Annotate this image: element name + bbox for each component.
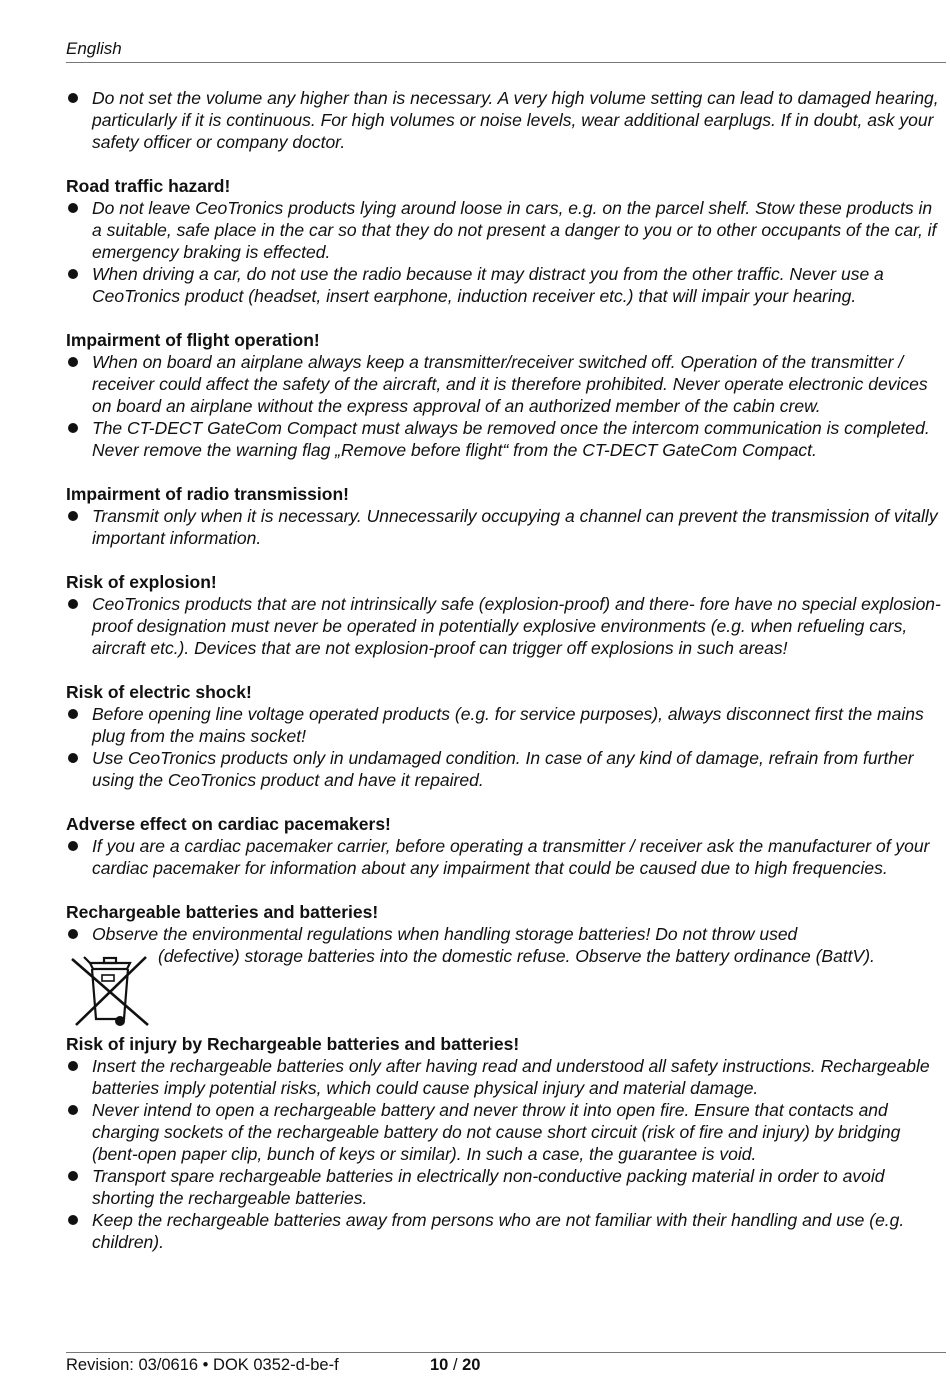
list-item	[66, 1209, 946, 1253]
page-footer	[66, 1352, 946, 1377]
bullet-icon	[68, 1105, 78, 1115]
list-item	[66, 197, 946, 263]
bullet-text: If you are a cardiac pacemaker carrier, before operating a transmitter / receiver ask the manufacturer of your cardiac pacemaker for information about any impairment that could be caused due to high frequencies.	[92, 836, 930, 878]
section-battery-injury	[66, 1033, 946, 1253]
bullet-icon	[68, 709, 78, 719]
bullet-icon	[68, 203, 78, 213]
intro-section	[66, 87, 946, 153]
section-title: Impairment of radio transmission!	[66, 484, 349, 504]
list-item	[66, 263, 946, 307]
list-item	[66, 1165, 946, 1209]
bullet-text: Keep the rechargeable batteries away from persons who are not familiar with their handling and use (e.g. children).	[92, 1210, 905, 1252]
section-radio-transmission	[66, 483, 946, 549]
bullet-text: Before opening line voltage operated products (e.g. for service purposes), always disconnect first the mains plug from the mains socket!	[92, 704, 924, 746]
section-title: Risk of injury by Rechargeable batteries and batteries!	[66, 1034, 520, 1054]
bullet-text: When on board an airplane always keep a transmitter/receiver switched off. Operation of the transmitter / receiver could affect the safety of the aircraft, and it is therefore prohibited. Never operate electronic devices on board an airplane without the express approval of an authorized member of the cabin crew.	[92, 352, 928, 416]
page-header	[66, 38, 946, 63]
page-current: 10	[430, 1356, 449, 1374]
bullet-text: Insert the rechargeable batteries only after having read and understood all safety instructions. Rechargeable batteries imply potential risks, which could cause physical injury and material damage.	[92, 1056, 930, 1098]
bullet-text: Use CeoTronics products only in undamaged condition. In case of any kind of damage, refrain from further using the CeoTronics product and have it repaired.	[92, 748, 914, 790]
bullet-text: Transport spare rechargeable batteries in electrically non-conductive packing material in order to avoid shorting the rechargeable batteries.	[92, 1166, 885, 1208]
page-number	[430, 1353, 480, 1377]
bullet-icon	[68, 511, 78, 521]
bullet-text: Do not set the volume any higher than is necessary. A very high volume setting can lead to damaged hearing, particularly if it is continuous. For high volumes or noise levels, wear additional earplugs. If in doubt, ask your safety officer or company doctor.	[92, 88, 939, 152]
footer-revision: Revision: 03/0616 • DOK 0352-d-be-f	[66, 1356, 339, 1374]
bullet-icon	[68, 1215, 78, 1225]
list-item	[66, 87, 946, 153]
section-road-traffic	[66, 175, 946, 307]
bullet-icon	[68, 423, 78, 433]
list-item	[66, 835, 946, 879]
list-item	[66, 1055, 946, 1099]
bullet-text: When driving a car, do not use the radio because it may distract you from the other traffic. Never use a CeoTronics product (headset, insert earphone, induction receiver etc.) that will impair your hearing.	[92, 264, 884, 306]
list-item	[66, 923, 946, 945]
battery-notice	[66, 923, 946, 1011]
list-item	[66, 593, 946, 659]
bullet-text: Transmit only when it is necessary. Unnecessarily occupying a channel can prevent the transmission of vitally important information.	[92, 506, 938, 548]
header-language: English	[66, 39, 122, 58]
bullet-text: Do not leave CeoTronics products lying around loose in cars, e.g. on the parcel shelf. Stow these products in a suitable, safe place in the car so that they do not present a danger to you or to other occupants of the car, if emergency braking is effected.	[92, 198, 937, 262]
section-title: Adverse effect on cardiac pacemakers!	[66, 814, 391, 834]
bullet-icon	[68, 93, 78, 103]
bullet-icon	[68, 929, 78, 939]
bullet-continuation	[66, 945, 946, 967]
page-content	[66, 87, 946, 1275]
bullet-text: Never intend to open a rechargeable battery and never throw it into open fire. Ensure that contacts and charging sockets of the rechargeable battery do not cause short circuit (risk of fire and injury) by bridging (bent-open paper clip, bunch of keys or similar). In such a case, the guarantee is void.	[92, 1100, 901, 1164]
page-separator: /	[448, 1356, 463, 1374]
section-title: Risk of explosion!	[66, 572, 217, 592]
list-item	[66, 351, 946, 417]
bullet-icon	[68, 1061, 78, 1071]
list-item	[66, 417, 946, 461]
section-title: Risk of electric shock!	[66, 682, 252, 702]
bullet-text: CeoTronics products that are not intrinsically safe (explosion-proof) and there- fore have no special explosion-proof designation must never be operated in potentially explosive environments (e.g. when refueling cars, aircraft etc.). Devices that are not explosion-proof can trigger off explosions in such areas!	[92, 594, 941, 658]
crossed-out-wheelie-bin-icon	[70, 949, 150, 1029]
list-item	[66, 703, 946, 747]
section-flight-operation	[66, 329, 946, 461]
bullet-icon	[68, 1171, 78, 1181]
section-title: Rechargeable batteries and batteries!	[66, 902, 379, 922]
bullet-icon	[68, 841, 78, 851]
list-item	[66, 505, 946, 549]
section-explosion	[66, 571, 946, 659]
section-batteries	[66, 901, 946, 1011]
page-total: 20	[462, 1356, 481, 1374]
bullet-icon	[68, 269, 78, 279]
section-pacemakers	[66, 813, 946, 879]
section-title: Impairment of flight operation!	[66, 330, 320, 350]
bullet-text: (defective) storage batteries into the domestic refuse. Observe the battery ordinance (BattV).	[158, 946, 875, 966]
bullet-icon	[68, 753, 78, 763]
list-item	[66, 1099, 946, 1165]
bullet-text: The CT-DECT GateCom Compact must always be removed once the intercom communication is completed. Never remove the warning flag „Remove before flight“ from the CT-DECT GateCom Compact.	[92, 418, 930, 460]
bullet-text: Observe the environmental regulations when handling storage batteries! Do not throw used	[92, 924, 798, 944]
section-title: Road traffic hazard!	[66, 176, 231, 196]
section-electric-shock	[66, 681, 946, 791]
list-item	[66, 747, 946, 791]
bullet-icon	[68, 357, 78, 367]
bullet-icon	[68, 599, 78, 609]
